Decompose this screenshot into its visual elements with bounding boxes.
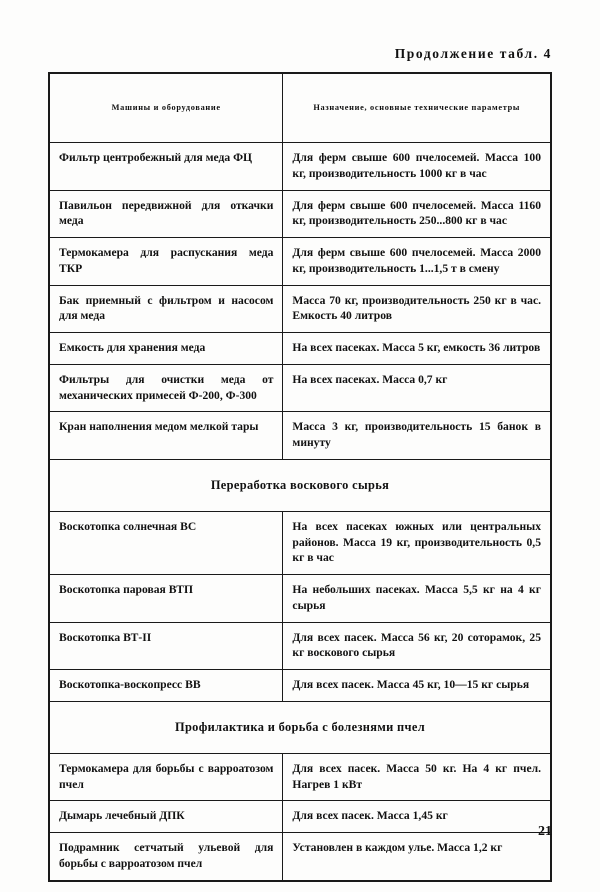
table-row — [49, 190, 551, 238]
table-row — [49, 285, 551, 333]
table-row — [49, 238, 551, 286]
cell-machine-name: Фильтр центробежный для меда ФЦ — [49, 143, 283, 191]
cell-specification: Масса 3 кг, производительность 15 банок в минуту — [283, 412, 551, 460]
cell-specification: Масса 70 кг, производительность 250 кг в час. Емкость 40 литров — [283, 285, 551, 333]
section-title: Переработка воскового сырья — [49, 459, 551, 511]
cell-machine-name: Термокамера для распускания меда ТКР — [49, 238, 283, 286]
table-section-row — [49, 459, 551, 511]
table-row — [49, 412, 551, 460]
section-title: Профилактика и борьба с болезнями пчел — [49, 701, 551, 753]
table-row — [49, 753, 551, 801]
table-row — [49, 364, 551, 412]
table-header-row — [49, 73, 551, 143]
equipment-table — [48, 72, 552, 882]
cell-specification: Для всех пасек. Масса 45 кг, 10—15 кг сырья — [283, 670, 551, 702]
cell-specification: На небольших пасеках. Масса 5,5 кг на 4 кг сырья — [283, 575, 551, 623]
cell-machine-name: Дымарь лечебный ДПК — [49, 801, 283, 833]
table-row — [49, 143, 551, 191]
table-section-row — [49, 701, 551, 753]
cell-specification: Для всех пасек. Масса 56 кг, 20 соторамок, 25 кг воскового сырья — [283, 622, 551, 670]
cell-machine-name: Подрамник сетчатый ульевой для борьбы с варроатозом пчел — [49, 833, 283, 881]
table-row — [49, 622, 551, 670]
cell-machine-name: Кран наполнения медом мелкой тары — [49, 412, 283, 460]
table-row — [49, 833, 551, 881]
cell-machine-name: Воскотопка солнечная ВС — [49, 511, 283, 574]
cell-specification: Для ферм свыше 600 пчелосемей. Масса 1160 кг, производительность 250...800 кг в час — [283, 190, 551, 238]
table-row — [49, 333, 551, 365]
table-row — [49, 670, 551, 702]
cell-specification: Установлен в каждом улье. Масса 1,2 кг — [283, 833, 551, 881]
cell-specification: На всех пасеках. Масса 0,7 кг — [283, 364, 551, 412]
page-number: 21 — [538, 824, 552, 839]
cell-machine-name: Бак приемный с фильтром и насосом для меда — [49, 285, 283, 333]
column-header-purpose: Назначение, основные технические параметры — [283, 73, 551, 143]
running-head: Продолжение табл. 4 — [394, 46, 552, 61]
cell-machine-name: Фильтры для очистки меда от механических примесей Ф-200, Ф-300 — [49, 364, 283, 412]
cell-machine-name: Воскотопка-воскопресс ВВ — [49, 670, 283, 702]
cell-specification: На всех пасеках. Масса 5 кг, емкость 36 литров — [283, 333, 551, 365]
table-head — [49, 73, 551, 143]
table-body — [49, 143, 551, 881]
cell-specification: Для всех пасек. Масса 50 кг. На 4 кг пчел. Нагрев 1 кВт — [283, 753, 551, 801]
column-header-machine: Машины и оборудование — [49, 73, 283, 143]
cell-machine-name: Термокамера для борьбы с варроатозом пчел — [49, 753, 283, 801]
cell-machine-name: Воскотопка паровая ВТП — [49, 575, 283, 623]
cell-machine-name: Павильон передвижной для откачки меда — [49, 190, 283, 238]
cell-machine-name: Воскотопка ВТ-II — [49, 622, 283, 670]
cell-specification: Для ферм свыше 600 пчелосемей. Масса 2000 кг, производительность 1...1,5 т в смену — [283, 238, 551, 286]
cell-specification: Для ферм свыше 600 пчелосемей. Масса 100 кг, производительность 1000 кг в час — [283, 143, 551, 191]
cell-machine-name: Емкость для хранения меда — [49, 333, 283, 365]
table-row — [49, 511, 551, 574]
table-row — [49, 575, 551, 623]
table-row — [49, 801, 551, 833]
equipment-table-container — [48, 72, 552, 882]
cell-specification: На всех пасеках южных или центральных районов. Масса 19 кг, производительность 0,5 кг в час — [283, 511, 551, 574]
cell-specification: Для всех пасек. Масса 1,45 кг — [283, 801, 551, 833]
